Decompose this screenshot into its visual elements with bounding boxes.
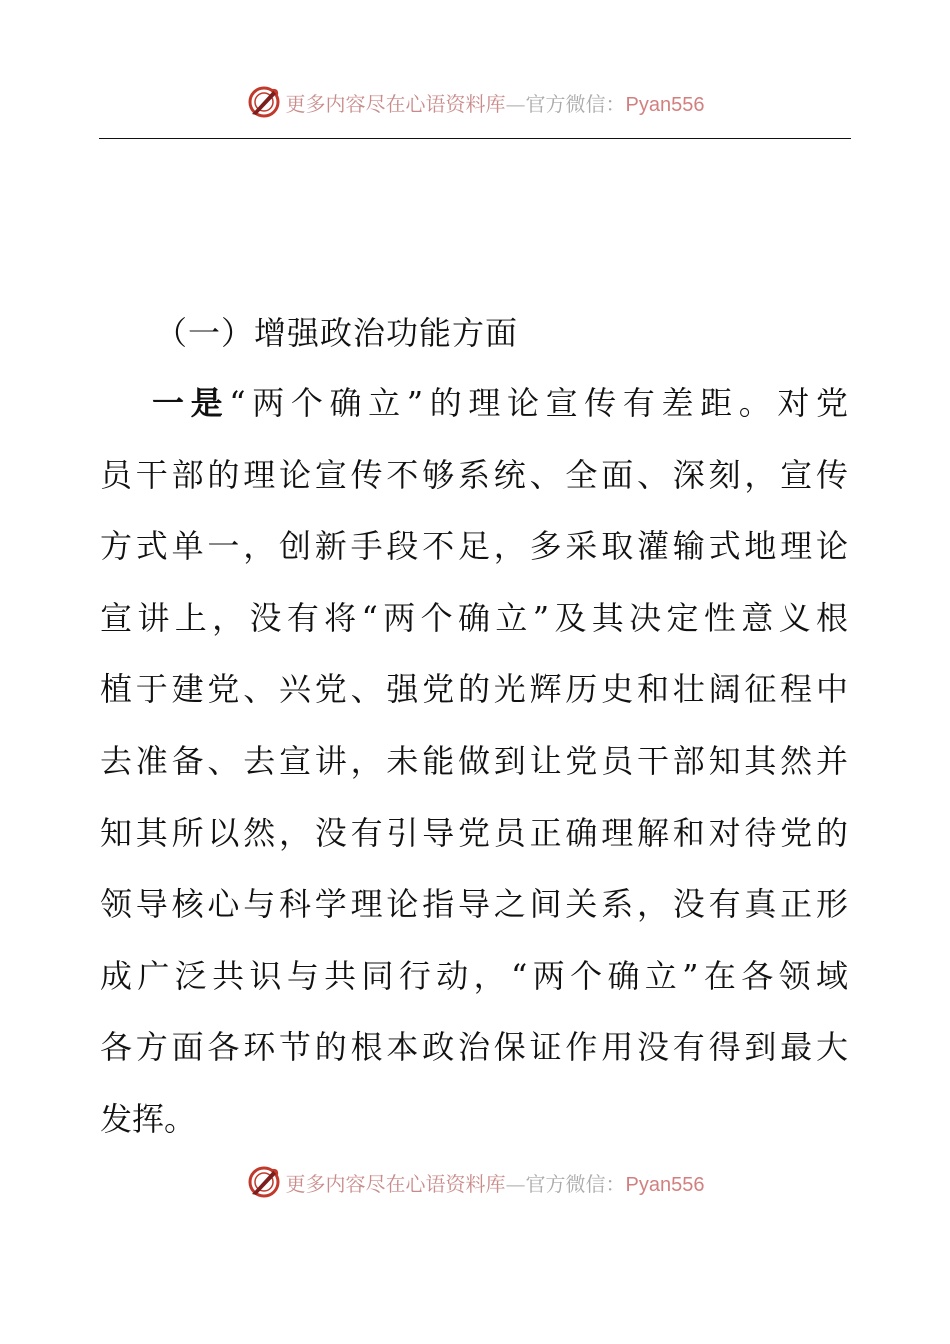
paragraph-line: 领导核心与科学理论指导之间关系，没有真正形 [100,885,848,924]
banner-text [286,88,705,117]
banner-sub-text: 官方微信： [525,1171,626,1196]
paragraph-line: 宣讲上，没有将“两个确立”及其决定性意义根 [100,598,848,637]
paragraph-line: 植于建党、兴党、强党的光辉历史和壮阔征程中 [100,670,848,709]
banner-main-text: 更多内容尽在心语资料库 [285,1171,506,1196]
paragraph-line: 方式单一，创新手段不足，多采取灌输式地理论 [100,527,848,566]
header-banner [0,80,950,124]
paragraph-line: 各方面各环节的根本政治保证作用没有得到最大 [100,1028,848,1067]
body-paragraph [100,374,848,1162]
banner-wechat-id: Pyan556 [625,93,705,116]
banner-main-text: 更多内容尽在心语资料库 [285,91,506,116]
header-divider [99,138,851,139]
banner-dash: — [505,91,526,116]
paragraph-line-text: “两个确立”的理论宣传有差距。对党 [229,384,848,422]
paragraph-line: 成广泛共识与共同行动，“两个确立”在各领域 [100,956,848,995]
paragraph-line: 员干部的理论宣传不够系统、全面、深刻，宣传 [100,455,848,494]
paragraph-line: 发挥。 [100,1099,197,1138]
banner-wechat-id: Pyan556 [625,1173,705,1196]
paragraph-lead: 一是 [152,384,230,422]
paragraph-line: 去准备、去宣讲，未能做到让党员干部知其然并 [100,741,848,780]
footer-banner [0,1160,950,1204]
banner-sub-text: 官方微信： [525,91,626,116]
quill-logo-icon [246,1164,282,1200]
paragraph-line [100,374,848,446]
section-heading: （一）增强政治功能方面 [155,314,519,352]
quill-logo-icon [246,84,282,120]
paragraph-line: 知其所以然，没有引导党员正确理解和对待党的 [100,813,848,852]
banner-text [286,1168,705,1197]
banner-dash: — [505,1171,526,1196]
